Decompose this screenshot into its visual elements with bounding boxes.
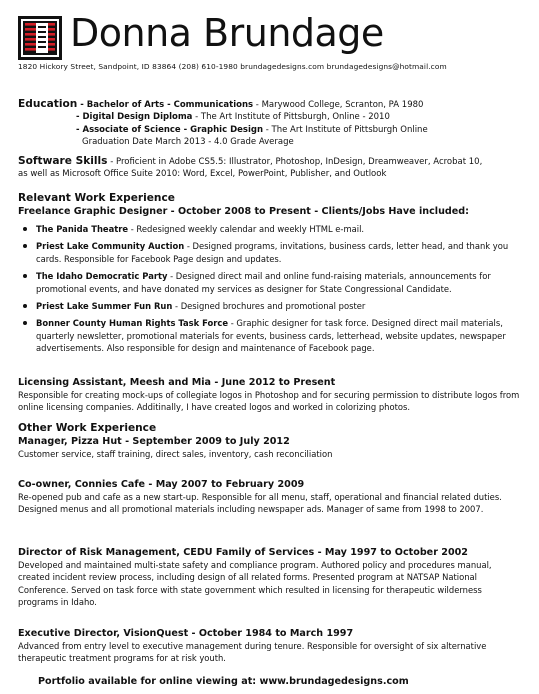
list-item: Priest Lake Community Auction - Designed programs, invitations, business cards, letter head, and thank you cards. Responsible for Facebook Page design and updates. <box>18 240 523 265</box>
education-degree: - Associate of Science - Graphic Design <box>76 124 264 135</box>
job-description: Developed and maintained multi-state safety and compliance program. Authored policy and procedures manual, created incident review process, including design of all related forms. Presented program at NATSAP National Conference. Served on task force with state government which resulted in licensing for therapeutic wilderness programs in Idaho. <box>18 560 492 608</box>
education-section: Education - Bachelor of Arts - Communications - Marywood College, Scranton, PA 1980 - Digital Design Diploma - The Art Institute of Pittsburgh, Online - 2010 - Associate of Science - Graphic Design - The Art Institute of Pittsburgh Online Graduation Date March 2013 - 4.0 Grade Average <box>18 98 428 148</box>
job-description: Responsible for creating mock-ups of collegiate logos in Photoshop and for securing permission to distribute logos from online licensing companies. Additinally, I have created logos and worked in colorizing photos. <box>18 390 520 413</box>
education-detail: - Marywood College, Scranton, PA 1980 <box>253 100 424 110</box>
job-title: Manager, Pizza Hut - September 2009 to July 2012 <box>18 436 290 447</box>
job-description: Re-opened pub and cafe as a new start-up. Responsible for all menu, staff, operational and financial related duties. Designed menus and all promotional materials including newspaper ads. Manager of same from 1998 to 2007. <box>18 492 502 515</box>
job-title: Executive Director, VisionQuest - October 1984 to March 1997 <box>18 628 354 639</box>
education-detail: - The Art Institute of Pittsburgh Online <box>263 124 428 135</box>
software-label: Software Skills <box>18 155 108 167</box>
education-detail: Graduation Date March 2013 - 4.0 Grade Average <box>82 137 294 148</box>
striped-square-logo-icon <box>18 16 62 60</box>
job-title: Director of Risk Management, CEDU Family of Services - May 1997 to October 2002 <box>18 547 468 558</box>
relevant-heading: Relevant Work Experience <box>18 192 175 204</box>
other-heading: Other Work Experience <box>18 422 157 434</box>
licensing-section <box>18 376 523 414</box>
relevant-experience-section <box>18 191 523 360</box>
list-item: The Panida Theatre - Redesigned weekly calendar and weekly HTML e-mail. <box>18 223 523 235</box>
education-detail: - The Art Institute of Pittsburgh, Online - 2010 <box>192 112 390 123</box>
education-degree: - Digital Design Diploma <box>76 112 193 123</box>
software-text: - Proficient in Adobe CS5.5: Illustrator, Photoshop, InDesign, Dreamweaver, Acrobat 10, <box>107 157 483 167</box>
list-item: The Idaho Democratic Party - Designed direct mail and online fund-raising materials, announcements for promotional events, and have donated my services as designer for State Congressional Candidate. <box>18 270 523 295</box>
job-title: Freelance Graphic Designer - October 2008 to Present - Clients/Jobs Have included: <box>18 206 469 217</box>
software-text-cont: as well as Microsoft Office Suite 2010: Word, Excel, PowerPoint, Publisher, and Outlook <box>18 169 387 180</box>
other-experience-section <box>18 421 523 460</box>
job-description: Advanced from entry level to executive management during tenure. Responsible for oversight of six alternative therapeutic treatment programs for at risk youth. <box>18 641 487 664</box>
portfolio-footer: Portfolio available for online viewing at: www.brundagedesigns.com <box>38 676 409 687</box>
job-entry <box>18 546 523 609</box>
education-degree: Bachelor of Arts - Communications <box>86 100 254 110</box>
client-list <box>18 223 523 355</box>
education-label: Education <box>18 98 78 110</box>
job-description: Customer service, staff training, direct sales, inventory, cash reconciliation <box>18 449 333 459</box>
job-title: Co-owner, Connies Cafe - May 2007 to February 2009 <box>18 479 305 490</box>
list-item: Priest Lake Summer Fun Run - Designed brochures and promotional poster <box>18 300 523 312</box>
job-entry <box>18 627 523 665</box>
software-section <box>18 154 523 181</box>
contact-line: 1820 Hickory Street, Sandpoint, ID 83864 (208) 610-1980 brundagedesigns.com brundagedesigns@hotmail.com <box>18 62 447 71</box>
candidate-name: Donna Brundage <box>70 11 384 55</box>
job-title: Licensing Assistant, Meesh and Mia - June 2012 to Present <box>18 377 336 388</box>
job-entry <box>18 478 523 516</box>
list-item: Bonner County Human Rights Task Force - Graphic designer for task force. Designed direct mail materials, quarterly newsletter, promotional materials for events, business cards, letterhead, website updates, newspaper advertisements. Also responsible for design and maintenance of Facebook page. <box>18 317 523 354</box>
